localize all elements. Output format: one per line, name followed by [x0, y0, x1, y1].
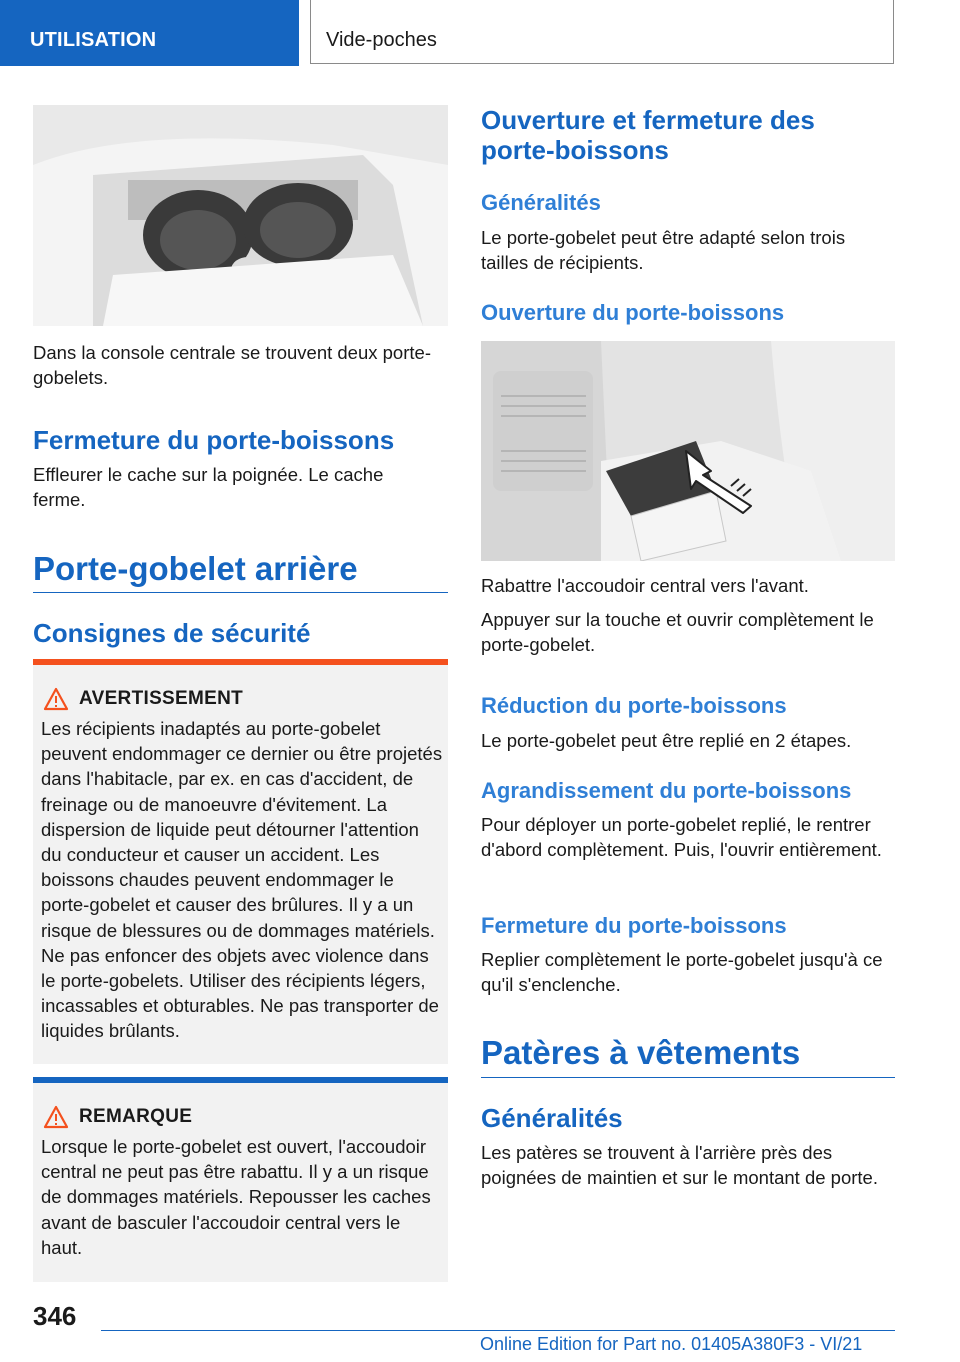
ouverture-step-1: Rabattre l'accoudoir central vers l'avant.	[481, 575, 809, 596]
heading-rule-right	[481, 1077, 895, 1078]
warning-triangle-icon	[43, 1105, 69, 1129]
heading-reduction: Réduction du porte-boissons	[481, 693, 787, 718]
heading-consignes-securite: Consignes de sécurité	[33, 618, 311, 648]
heading-agrandissement: Agrandissement du porte-boissons	[481, 778, 852, 803]
pateres-text: Les patères se trouvent à l'arrière près des poignées de maintien et sur le montant de porte.	[481, 1142, 878, 1188]
heading-fermeture-right: Fermeture du porte-boissons	[481, 913, 787, 938]
heading-pateres: Patères à vêtements	[481, 1034, 801, 1071]
heading-fermeture-left: Fermeture du porte-boissons	[33, 425, 395, 455]
heading-ouverture: Ouverture du porte-boissons	[481, 300, 785, 325]
cupholder-front-illustration	[33, 105, 448, 326]
ouverture-step-2: Appuyer sur la touche et ouvrir complètement le porte-gobelet.	[481, 609, 874, 655]
header-subsection-title: Vide-poches	[326, 29, 437, 51]
heading-generalites-2: Généralités	[481, 1103, 623, 1133]
left-fermeture-text: Effleurer le cache sur la poignée. Le cache ferme.	[33, 464, 384, 510]
armrest-button-illustration	[481, 341, 895, 561]
warning-triangle-icon	[43, 687, 69, 711]
note-text: Lorsque le porte-gobelet est ouvert, l'accoudoir central ne peut pas être rabattu. Il y a un risque de dommages matériels. Repousser les caches avant de basculer l'accoudoir central vers le haut.	[41, 1136, 431, 1258]
page-number: 346	[33, 1301, 77, 1331]
agrandissement-text: Pour déployer un porte-gobelet replié, le rentrer d'abord complètement. Puis, l'ouvrir entièrement.	[481, 814, 882, 860]
heading-ouverture-fermeture: Ouverture et fermeture des porte-boissons	[481, 105, 815, 165]
warning-title: AVERTISSEMENT	[79, 688, 244, 709]
fermeture-text-right: Replier complètement le porte-gobelet jusqu'à ce qu'il s'enclenche.	[481, 949, 883, 995]
heading-rule-left	[33, 592, 448, 593]
footer-rule	[101, 1330, 895, 1331]
note-title: REMARQUE	[79, 1106, 193, 1127]
heading-porte-gobelet-arriere: Porte-gobelet arrière	[33, 550, 358, 587]
warning-bar	[33, 659, 448, 665]
note-box	[33, 1077, 448, 1282]
heading-generalites-1: Généralités	[481, 190, 601, 215]
generalites-text-1: Le porte-gobelet peut être adapté selon trois tailles de récipients.	[481, 227, 846, 273]
reduction-text: Le porte-gobelet peut être replié en 2 étapes.	[481, 730, 852, 751]
left-caption: Dans la console centrale se trouvent deux porte-gobelets.	[33, 342, 431, 388]
footer-edition: Online Edition for Part no. 01405A380F3 - VI/21	[480, 1334, 863, 1354]
warning-box	[33, 659, 448, 1064]
note-bar	[33, 1077, 448, 1083]
warning-text: Les récipients inadaptés au porte-gobelet peuvent endommager ce dernier ou être projetés dans l'habitacle, par ex. en cas d'accident, de freinage ou de manoeuvre d'évitement. La dispersion de liquide peut détourner l'attention du conducteur et causer un accident. Les boissons chaudes peuvent endommager le porte-gobelet et causer des brûlures. Il y a un risque de blessures ou de dommages matériels. Ne pas enfoncer des objets avec violence dans le porte-gobelets. Utiliser des récipients légers, incassables et obturables. Ne pas transporter de liquides brûlants.	[41, 718, 443, 1042]
header-section-title: UTILISATION	[30, 29, 157, 51]
